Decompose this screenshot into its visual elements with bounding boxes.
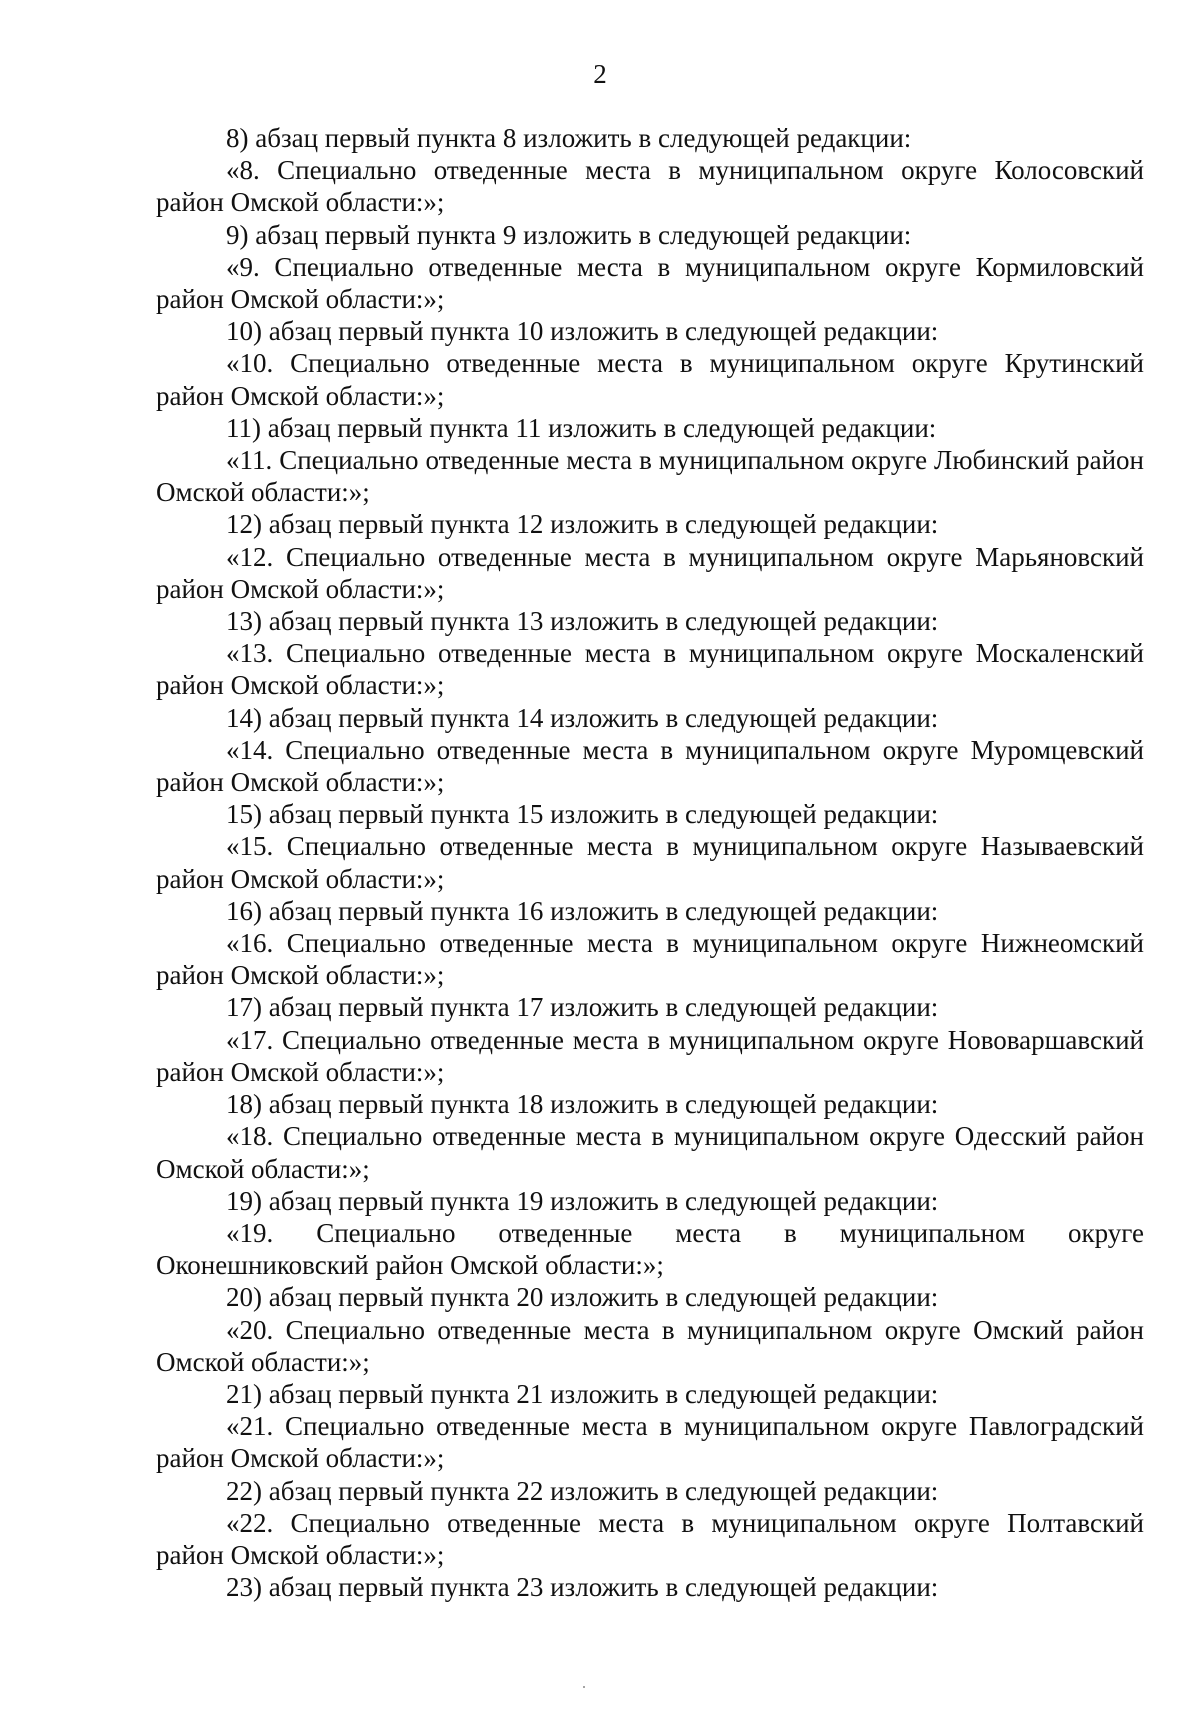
document-body: [156, 122, 1144, 1603]
paragraph-instruction: 9) абзац первый пункта 9 изложить в следующей редакции:: [226, 219, 912, 250]
paragraph-instruction: 17) абзац первый пункта 17 изложить в следующей редакции:: [226, 992, 939, 1023]
paragraph-instruction: 18) абзац первый пункта 18 изложить в следующей редакции:: [226, 1089, 939, 1120]
paragraph-quote: «21. Специально отведенные места в муниципальном округе Павлоградский район Омской области:»;: [156, 1411, 1144, 1474]
paragraph-instruction: 14) абзац первый пункта 14 изложить в следующей редакции:: [226, 702, 939, 733]
paragraph-instruction: 22) абзац первый пункта 22 изложить в следующей редакции:: [226, 1475, 939, 1506]
paragraph-instruction: 11) абзац первый пункта 11 изложить в следующей редакции:: [226, 412, 937, 443]
paragraph-quote: «15. Специально отведенные места в муниципальном округе Называевский район Омской области:»;: [156, 831, 1144, 894]
paragraph-instruction: 19) абзац первый пункта 19 изложить в следующей редакции:: [226, 1185, 939, 1216]
paragraph-quote: «14. Специально отведенные места в муниципальном округе Муромцевский район Омской области:»;: [156, 734, 1144, 798]
paragraph-instruction: 8) абзац первый пункта 8 изложить в следующей редакции:: [226, 123, 912, 153]
paragraph-quote: «22. Специально отведенные места в муниципальном округе Полтавский район Омской области:»;: [156, 1507, 1144, 1570]
paragraph-instruction: 15) абзац первый пункта 15 изложить в следующей редакции:: [226, 799, 939, 830]
paragraph-quote: «10. Специально отведенные места в муниципальном округе Крутинский район Омской области:»;: [156, 348, 1144, 411]
page-number: 2: [593, 59, 607, 89]
paragraph-quote: «8. Специально отведенные места в муниципальном округе Колосовский район Омской области:»;: [156, 155, 1144, 218]
paragraph-quote: «13. Специально отведенные места в муниципальном округе Москаленский район Омской области:»;: [156, 638, 1144, 701]
paragraph-quote: «9. Специально отведенные места в муниципальном округе Кормиловский район Омской области:»;: [156, 251, 1144, 315]
paragraph-instruction: 20) абзац первый пункта 20 изложить в следующей редакции:: [226, 1282, 939, 1313]
paragraph-instruction: 23) абзац первый пункта 23 изложить в следующей редакции:: [226, 1572, 939, 1603]
paragraph-quote: «19. Специально отведенные места в муниципальном округе Оконешниковский район Омской области:»;: [156, 1217, 1144, 1281]
paragraph-quote: «20. Специально отведенные места в муниципальном округе Омский район Омской области:»;: [156, 1314, 1144, 1377]
paragraph-quote: «12. Специально отведенные места в муниципальном округе Марьяновский район Омской области:»;: [156, 541, 1144, 604]
paragraph-quote: «16. Специально отведенные места в муниципальном округе Нижнеомский район Омской области:»;: [156, 928, 1144, 991]
paragraph-instruction: 16) абзац первый пункта 16 изложить в следующей редакции:: [226, 895, 939, 926]
paragraph-quote: «17. Специально отведенные места в муниципальном округе Нововаршавский район Омской области:»;: [156, 1024, 1144, 1087]
paragraph-quote: «18. Специально отведенные места в муниципальном округе Одесский район Омской области:»;: [156, 1121, 1144, 1184]
paragraph-quote: «11. Специально отведенные места в муниципальном округе Любинский район Омской области:»;: [156, 445, 1144, 508]
paragraph-instruction: 10) абзац первый пункта 10 изложить в следующей редакции:: [226, 316, 939, 347]
paragraph-instruction: 12) абзац первый пункта 12 изложить в следующей редакции:: [226, 509, 939, 540]
scan-speck: [583, 1686, 585, 1688]
paragraph-instruction: 13) абзац первый пункта 13 изложить в следующей редакции:: [226, 606, 939, 637]
paragraph-instruction: 21) абзац первый пункта 21 изложить в следующей редакции:: [226, 1378, 939, 1409]
